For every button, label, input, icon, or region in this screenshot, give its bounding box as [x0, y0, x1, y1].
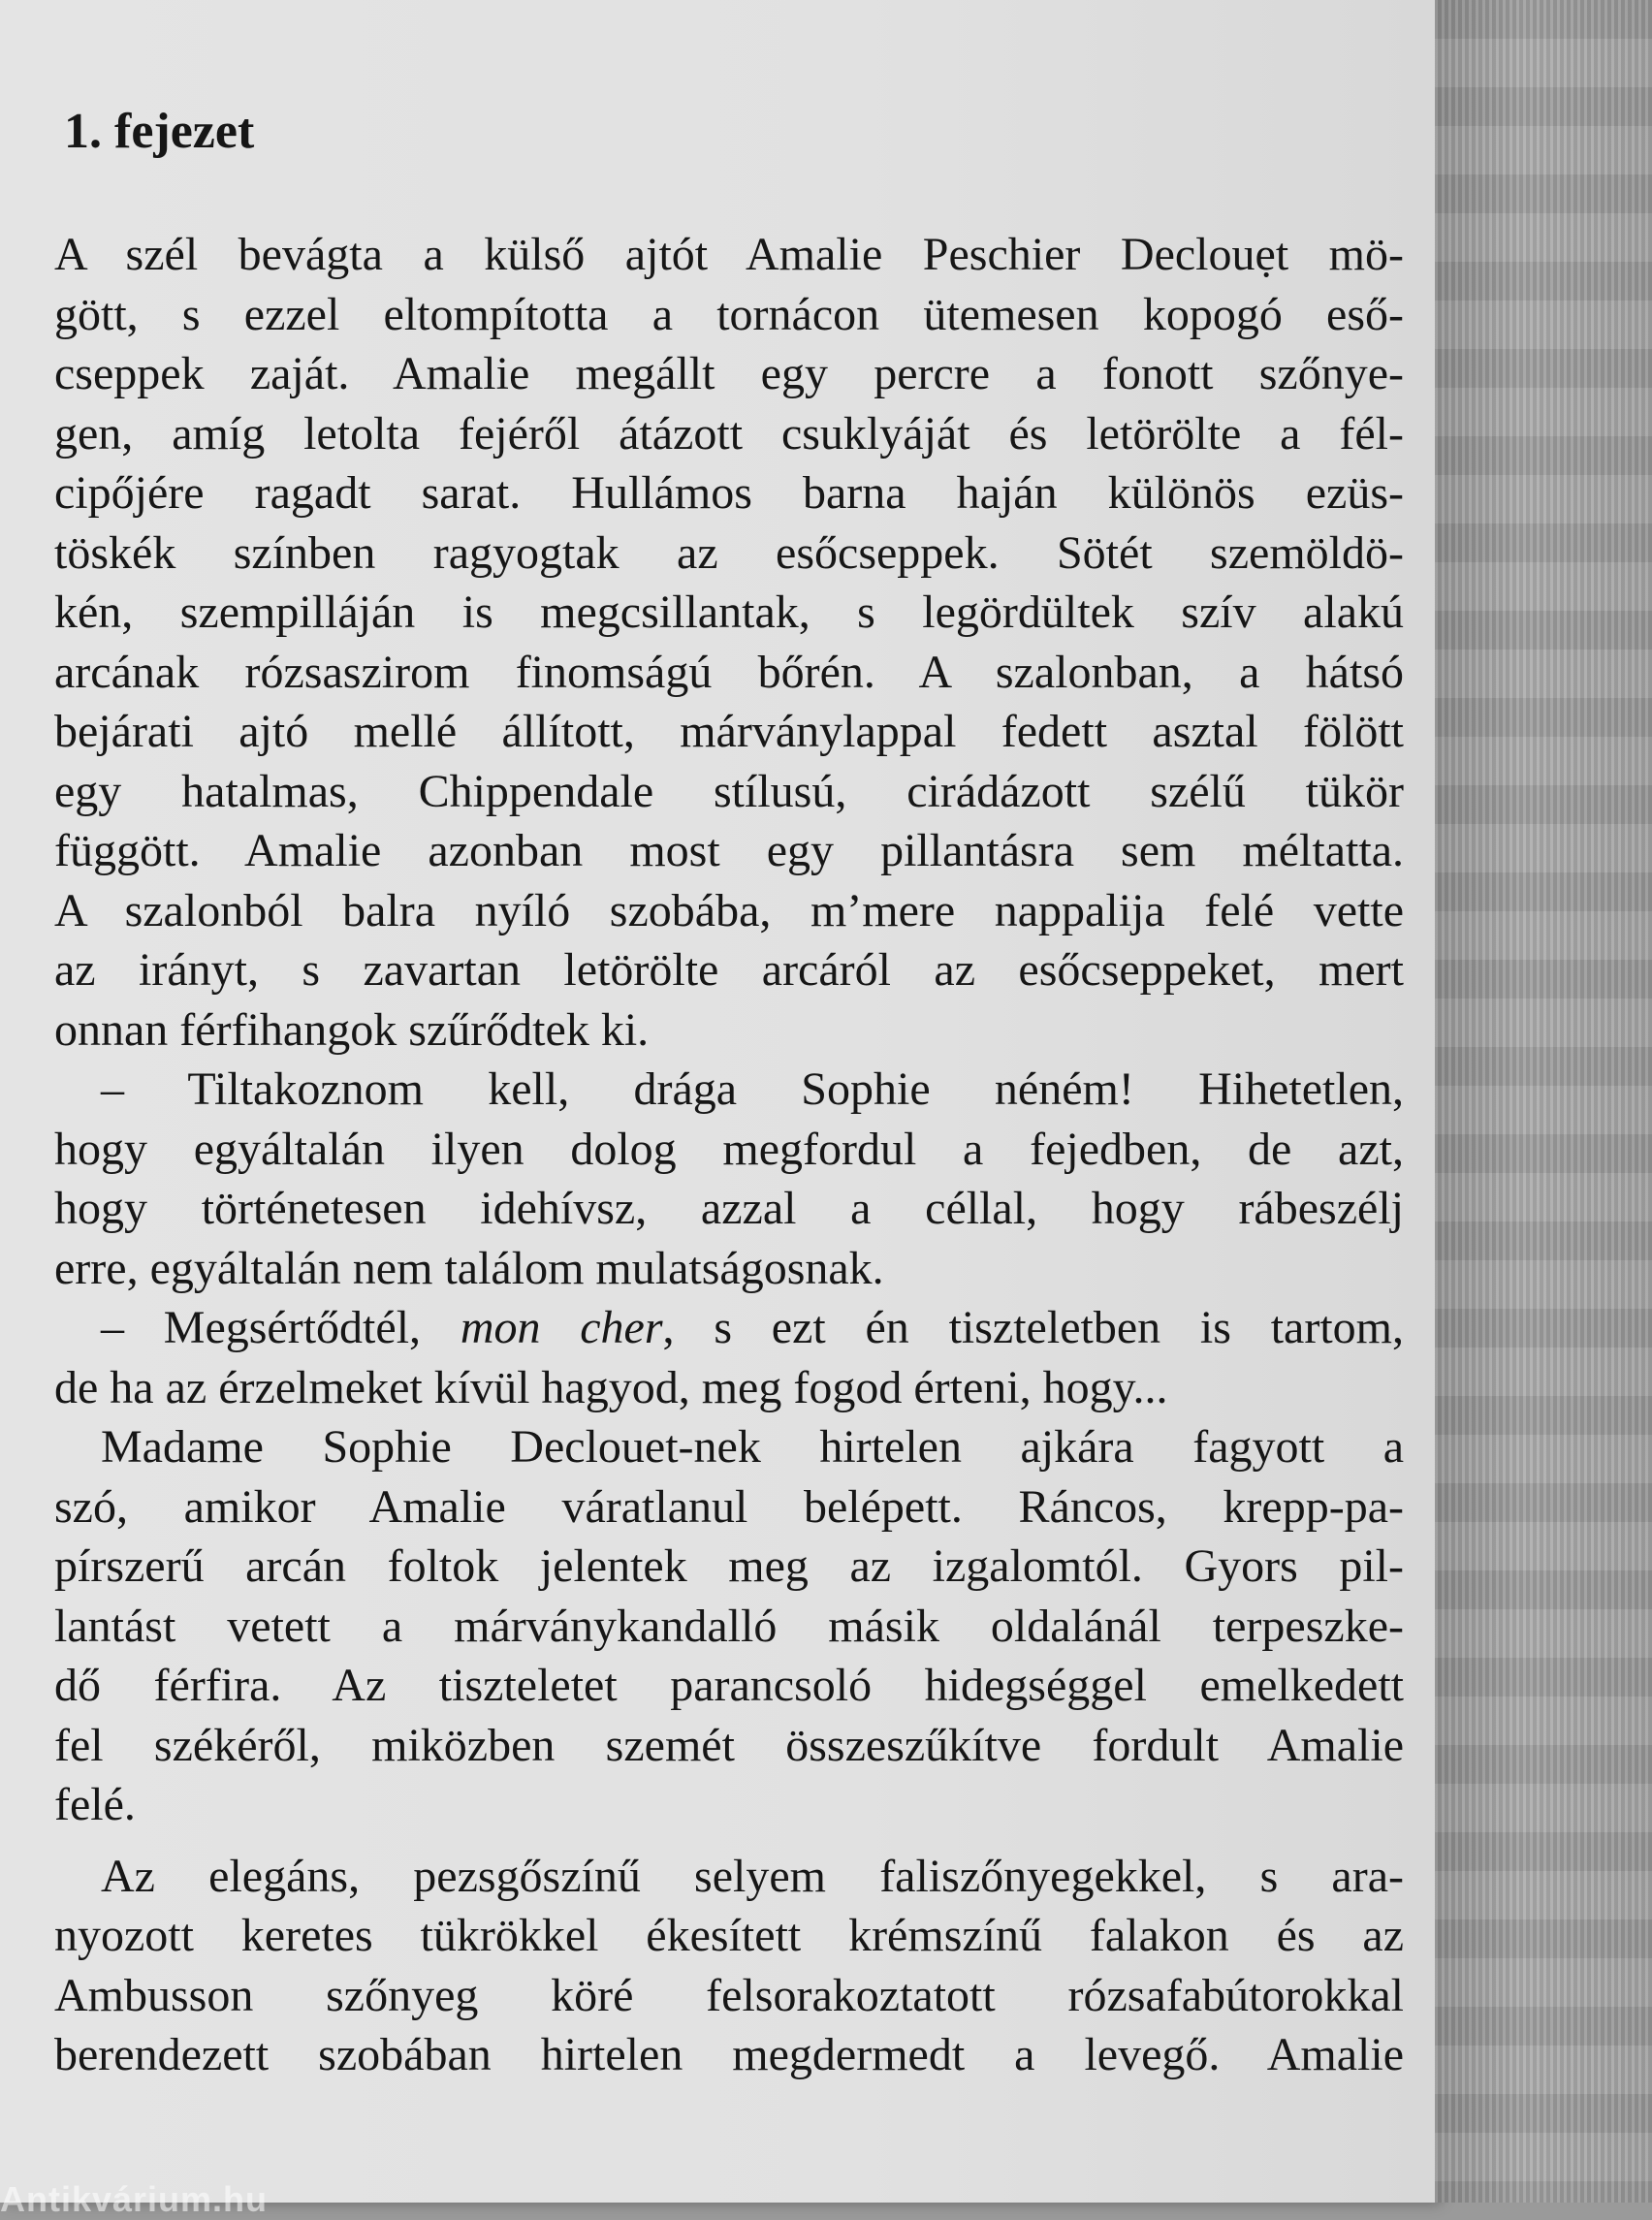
text-line: hogy egyáltalán ilyen dolog megfordul a fejedben, de azt,	[54, 1123, 1404, 1175]
text-line: A szalonból balra nyíló szobába, m’mere nappalija felé vette	[54, 884, 1404, 936]
text-segment: , s ezt én tiszteletben is tartom,	[662, 1302, 1405, 1353]
text-line: dő férfira. Az tiszteletet parancsoló hidegséggel emelkedett	[54, 1660, 1404, 1711]
text-line: Ambusson szőnyeg köré felsorakoztatott rózsafabútorokkal	[54, 1969, 1404, 2021]
chapter-title: 1. fejezet	[64, 104, 255, 159]
text-line: felé.	[54, 1779, 136, 1830]
paragraph-start-line: Madame Sophie Declouet-nek hirtelen ajkára fagyott a	[101, 1421, 1404, 1473]
text-line: nyozott keretes tükrökkel ékesített krémszínű falakon és az	[54, 1910, 1404, 1961]
text-line: A szél bevágta a külső ajtót Amalie Peschier Declouẹt mö-	[54, 229, 1404, 280]
text-line: de ha az érzelmeket kívül hagyod, meg fogod érteni, hogy...	[54, 1361, 1168, 1413]
text-line: fel székéről, miközben szemét összeszűkítve fordult Amalie	[54, 1719, 1404, 1771]
text-line: gött, s ezzel eltompította a tornácon ütemesen kopogó eső-	[54, 288, 1404, 340]
text-line: pírszerű arcán foltok jelentek meg az izgalomtól. Gyors pil-	[54, 1540, 1404, 1592]
text-line: töskék színben ragyogtak az esőcseppek. Sötét szemöldö-	[54, 526, 1404, 579]
text-line: berendezett szobában hirtelen megdermedt a levegő. Amalie	[54, 2029, 1404, 2080]
text-line: egy hatalmas, Chippendale stílusú, cirádázott szélű tükör	[54, 765, 1404, 817]
text-line: szó, amikor Amalie váratlanul belépett. Ráncos, krepp-pa-	[54, 1480, 1404, 1533]
text-line: az irányt, s zavartan letörölte arcáról az esőcseppeket, mert	[54, 944, 1404, 996]
text-line: erre, egyáltalán nem találom mulatságosnak.	[54, 1242, 884, 1294]
text-line: bejárati ajtó mellé állított, márványlappal fedett asztal fölött	[54, 706, 1404, 757]
text-line: arcának rózsaszirom finomságú bőrén. A szalonban, a hátsó	[54, 646, 1404, 698]
text-line: gen, amíg letolta fejéről átázott csuklyáját és letörölte a fél-	[54, 407, 1404, 460]
text-line: kén, szempilláján is megcsillantak, s legördültek szív alakú	[54, 587, 1404, 638]
chapter-text	[54, 104, 1405, 2085]
text-line: cseppek zaját. Amalie megállt egy percre a fonott szőnye-	[54, 348, 1404, 399]
text-segment: – Megsértődtél,	[101, 1302, 461, 1353]
text-line: onnan férfihangok szűrődtek ki.	[54, 1003, 650, 1056]
dialogue-line: – Tiltakoznom kell, drága Sophie néném! Hihetetlen,	[101, 1063, 1404, 1115]
text-line: hogy történetesen idehívsz, azzal a céllal, hogy rábeszélj	[54, 1183, 1404, 1234]
watermark: Antikvárium.hu	[0, 2179, 269, 2219]
italic-phrase: mon cher	[460, 1302, 663, 1353]
dialogue-line	[54, 1298, 1404, 1358]
text-line: cipőjére ragadt sarat. Hullámos barna haján különös ezüs-	[54, 467, 1404, 519]
text-line: függött. Amalie azonban most egy pillantásra sem méltatta.	[54, 825, 1404, 876]
page-stack-edge	[1435, 0, 1652, 2203]
text-line: lantást vetett a márványkandalló másik oldalánál terpeszke-	[54, 1600, 1404, 1652]
paragraph-start-line: Az elegáns, pezsgőszínű selyem faliszőnyegekkel, s ara-	[101, 1850, 1404, 1902]
